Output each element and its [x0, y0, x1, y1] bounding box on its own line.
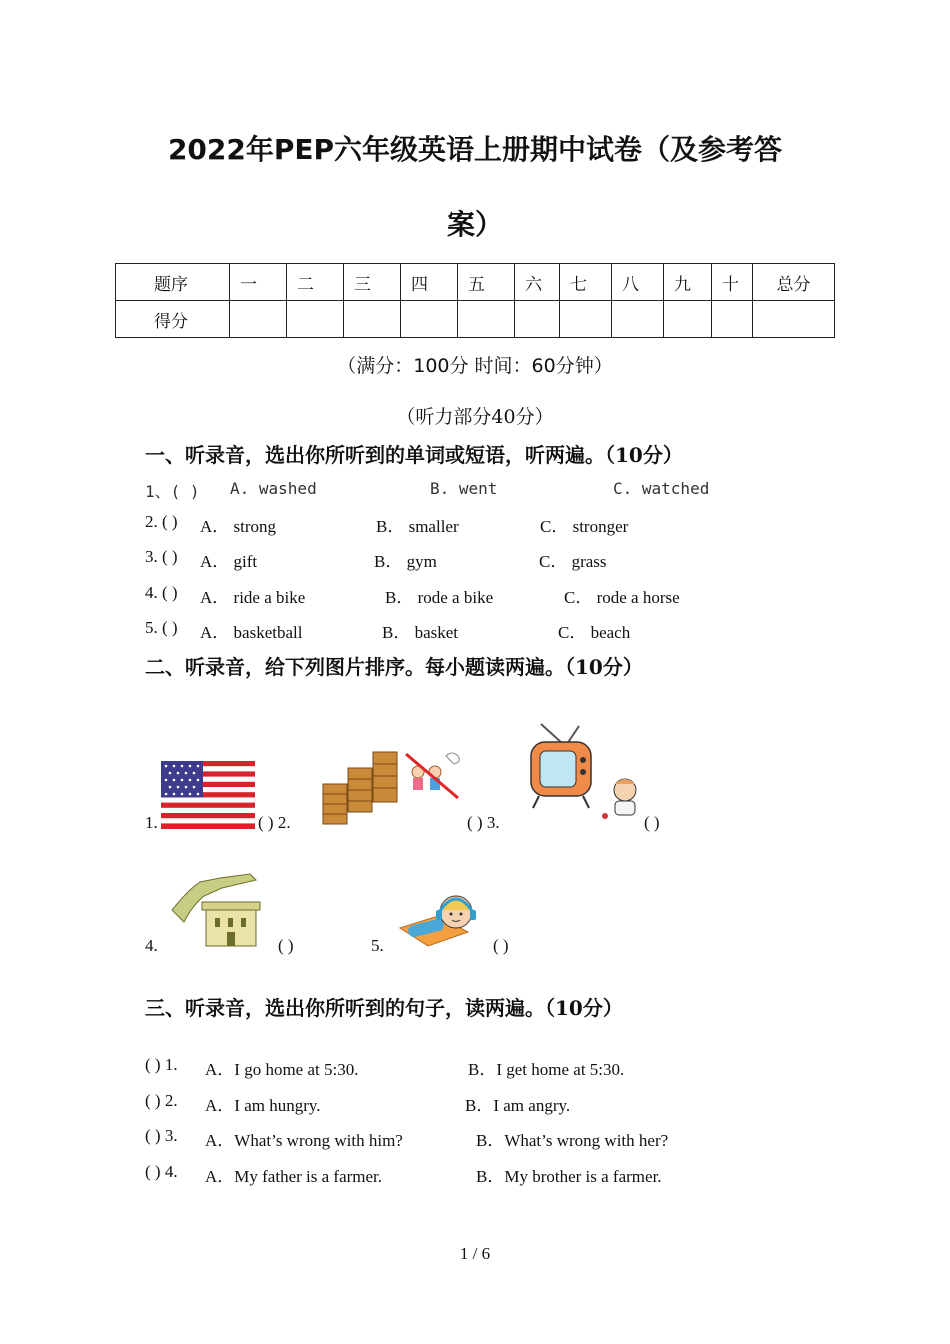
score-cell[interactable] [753, 301, 835, 338]
answer-blank[interactable]: ( ) [493, 936, 509, 955]
option-b[interactable]: B． basket [382, 623, 459, 642]
row-label-cell: 得分 [116, 301, 230, 338]
option-b[interactable]: B. went [430, 479, 498, 498]
score-cell[interactable] [664, 301, 712, 338]
header-cell: 题序 [116, 264, 230, 301]
option-a[interactable]: A．My father is a farmer. [205, 1167, 383, 1186]
header-cell: 三 [344, 264, 401, 301]
score-cell[interactable] [515, 301, 560, 338]
option-a[interactable]: A．What’s wrong with him? [205, 1131, 403, 1150]
answer-blank[interactable]: ( ) 3. [467, 813, 500, 832]
page-number: 1 / 6 [459, 1244, 491, 1263]
option-c[interactable]: C. watched [613, 479, 710, 498]
score-cell[interactable] [560, 301, 612, 338]
option-a[interactable]: A． strong [200, 517, 277, 536]
option-b[interactable]: B． smaller [376, 517, 459, 536]
library-no-talking-image [320, 746, 466, 828]
question-number: 3. ( ) [145, 547, 178, 566]
great-wall-image [170, 870, 262, 950]
option-a[interactable]: A． ride a bike [200, 588, 306, 607]
option-a[interactable]: A． basketball [200, 623, 303, 642]
option-b[interactable]: B．I am angry. [465, 1096, 571, 1115]
exam-meta: （满分：100分 时间：60分钟） [337, 355, 613, 377]
question-number: ( ) 4. [145, 1162, 178, 1181]
tv-watching-image [527, 722, 647, 830]
answer-blank[interactable]: ( ) [644, 813, 660, 832]
picture-number: 4. [145, 936, 158, 955]
header-cell: 九 [664, 264, 712, 301]
section2-heading: 二、听录音，给下列图片排序。每小题读两遍。（10分） [145, 655, 643, 679]
option-b[interactable]: B．What’s wrong with her? [476, 1131, 669, 1150]
score-cell[interactable] [230, 301, 287, 338]
us-flag-image [161, 761, 255, 829]
answer-blank[interactable]: ( ) 2. [258, 813, 291, 832]
header-cell: 八 [612, 264, 664, 301]
option-a[interactable]: A． gift [200, 552, 258, 571]
option-b[interactable]: B． gym [374, 552, 437, 571]
header-cell: 十 [712, 264, 753, 301]
option-b[interactable]: B． rode a bike [385, 588, 494, 607]
girl-listening-music-image [398, 888, 482, 950]
option-a[interactable]: A．I am hungry. [205, 1096, 321, 1115]
score-table [115, 263, 835, 338]
score-cell[interactable] [612, 301, 664, 338]
picture-number: 5. [371, 936, 384, 955]
header-cell: 二 [287, 264, 344, 301]
option-c[interactable]: C． grass [539, 552, 607, 571]
header-cell: 四 [401, 264, 458, 301]
option-b[interactable]: B．I get home at 5:30. [468, 1060, 625, 1079]
page-title: 2022年PEP六年级英语上册期中试卷（及参考答 [167, 133, 783, 166]
header-cell: 五 [458, 264, 515, 301]
score-cell[interactable] [401, 301, 458, 338]
option-a[interactable]: A．I go home at 5:30. [205, 1060, 359, 1079]
header-cell: 六 [515, 264, 560, 301]
listening-heading: （听力部分40分） [396, 406, 554, 428]
question-number: ( ) 1. [145, 1055, 178, 1074]
score-cell[interactable] [712, 301, 753, 338]
picture-number: 1. [145, 813, 158, 832]
question-number: 2. ( ) [145, 512, 178, 531]
score-cell[interactable] [344, 301, 401, 338]
header-cell: 七 [560, 264, 612, 301]
page-title-continued: 案） [446, 208, 503, 241]
option-a[interactable]: A. washed [230, 479, 317, 498]
score-table-score-row [116, 301, 835, 338]
header-cell: 一 [230, 264, 287, 301]
answer-blank[interactable]: ( ) [278, 936, 294, 955]
score-table-header-row [116, 264, 835, 301]
option-c[interactable]: C． rode a horse [564, 588, 680, 607]
section1-heading: 一、听录音，选出你所听到的单词或短语，听两遍。（10分） [145, 443, 683, 467]
option-c[interactable]: C． stronger [540, 517, 629, 536]
question-number: 4. ( ) [145, 583, 178, 602]
score-cell[interactable] [458, 301, 515, 338]
question-number: 1、( ) [145, 482, 200, 501]
question-number: ( ) 2. [145, 1091, 178, 1110]
section3-heading: 三、听录音，选出你所听到的句子，读两遍。（10分） [145, 996, 623, 1020]
question-number: 5. ( ) [145, 618, 178, 637]
option-c[interactable]: C． beach [558, 623, 631, 642]
question-number: ( ) 3. [145, 1126, 178, 1145]
score-cell[interactable] [287, 301, 344, 338]
option-b[interactable]: B．My brother is a farmer. [476, 1167, 662, 1186]
header-cell: 总分 [753, 264, 835, 301]
